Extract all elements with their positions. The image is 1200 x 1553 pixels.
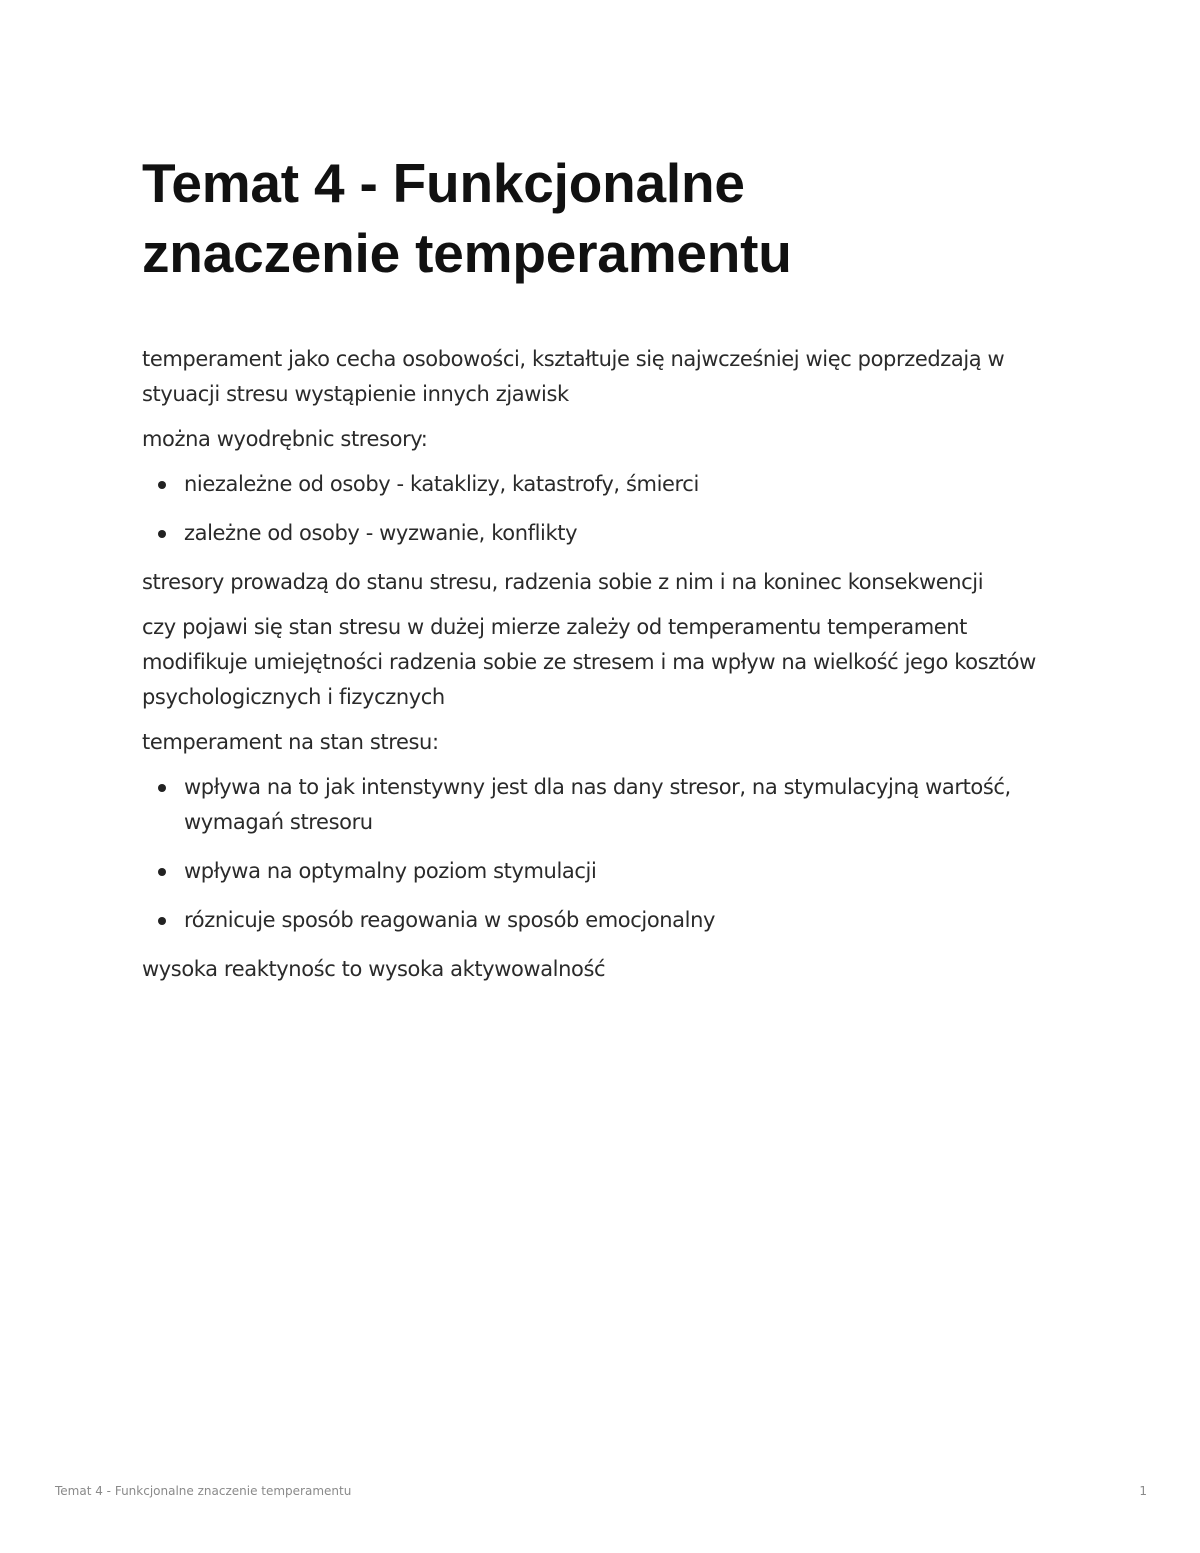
list-item-text: niezależne od osoby - kataklizy, katastrofy, śmierci	[184, 472, 699, 496]
list-item-text: zależne od osoby - wyzwanie, konflikty	[184, 521, 578, 545]
list-item	[184, 903, 1072, 938]
list-item	[184, 770, 1072, 840]
list-item	[184, 467, 1072, 502]
page-title-line-1: Temat 4 - Funkcjonalne	[142, 152, 745, 214]
page-content	[142, 148, 1072, 997]
page-title-line-2: znaczenie temperamentu	[142, 222, 792, 284]
paragraph-stressors-heading: można wyodrębnic stresory:	[142, 427, 428, 451]
body-text	[142, 342, 1072, 987]
footer-title: Temat 4 - Funkcjonalne znaczenie temperamentu	[55, 1484, 352, 1498]
page-number: 1	[1139, 1484, 1147, 1498]
temperament-effects-list	[142, 770, 1072, 938]
stressors-list	[142, 467, 1072, 551]
page-footer	[55, 1482, 1147, 1500]
list-item	[184, 854, 1072, 889]
bullet-icon	[158, 481, 166, 489]
paragraph-temperament-heading: temperament na stan stresu:	[142, 730, 439, 754]
paragraph-conclusion: wysoka reaktynośc to wysoka aktywowalność	[142, 957, 606, 981]
list-item-text: róznicuje sposób reagowania w sposób emocjonalny	[184, 908, 716, 932]
paragraph-temperament-influence: czy pojawi się stan stresu w dużej mierze zależy od temperamentu temperament modifikuje umiejętności radzenia sobie ze stresem i ma wpływ na wielkość jego kosztów psychologicznych i fizycznych	[142, 615, 1036, 709]
bullet-icon	[158, 917, 166, 925]
paragraph-intro: temperament jako cecha osobowości, kształtuje się najwcześniej więc poprzedzają w styuacji stresu wystąpienie innych zjawisk	[142, 347, 1005, 406]
list-item	[184, 516, 1072, 551]
bullet-icon	[158, 530, 166, 538]
list-item-text: wpływa na to jak intenstywny jest dla nas dany stresor, na stymulacyjną wartość, wymagań stresoru	[184, 775, 1011, 834]
bullet-icon	[158, 868, 166, 876]
page-title	[142, 148, 1072, 288]
paragraph-stress-flow: stresory prowadzą do stanu stresu, radzenia sobie z nim i na koninec konsekwencji	[142, 570, 984, 594]
list-item-text: wpływa na optymalny poziom stymulacji	[184, 859, 597, 883]
bullet-icon	[158, 784, 166, 792]
